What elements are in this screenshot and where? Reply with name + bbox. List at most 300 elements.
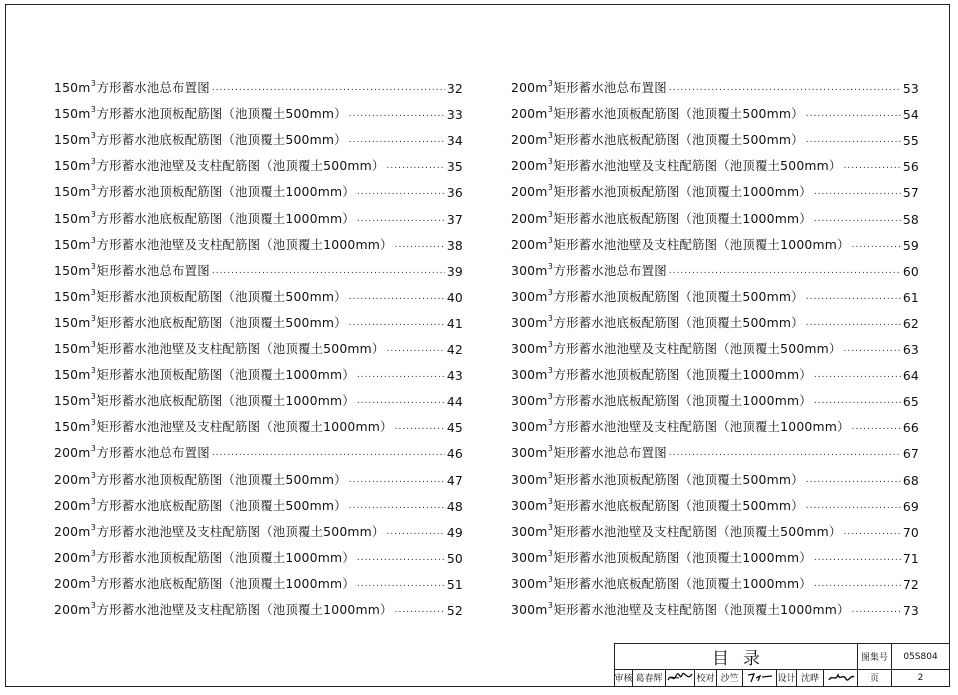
- designer-name: 沈晔: [797, 669, 824, 686]
- toc-page-number: 35: [446, 159, 463, 175]
- toc-entry-title: [511, 287, 804, 305]
- unit-superscript: 3: [548, 157, 554, 167]
- leader-dots: [349, 109, 445, 119]
- toc-entry: [54, 566, 463, 592]
- drawing-name: 矩形蓄水池顶板配筋图（池顶覆土500mm）: [96, 288, 347, 304]
- drawing-name: 方形蓄水池顶板配筋图（池顶覆土500mm）: [96, 471, 347, 487]
- toc-entry-title: [511, 339, 842, 357]
- leader-dots: [814, 214, 901, 224]
- unit-superscript: 3: [548, 261, 554, 271]
- drawing-name: 矩形蓄水池总布置图: [553, 445, 667, 461]
- unit-superscript: 3: [548, 574, 554, 584]
- capacity-value: 200m: [54, 497, 91, 513]
- design-label: 设计: [777, 669, 797, 686]
- toc-entry: [54, 383, 463, 409]
- leader-dots: [844, 344, 901, 354]
- toc-page-number: 62: [902, 315, 919, 331]
- toc-entry-title: [54, 496, 347, 514]
- unit-superscript: 3: [91, 287, 97, 297]
- toc-entry: [54, 174, 463, 200]
- toc-page-number: 37: [446, 211, 463, 227]
- toc-page-number: 70: [902, 524, 919, 540]
- toc-entry: [511, 357, 919, 383]
- capacity-value: 200m: [511, 158, 548, 174]
- checker-signature: [743, 669, 777, 686]
- drawing-name: 方形蓄水池顶板配筋图（池顶覆土500mm）: [553, 288, 804, 304]
- unit-superscript: 3: [91, 470, 97, 480]
- title-block: [614, 643, 950, 687]
- leader-dots: [806, 501, 901, 511]
- toc-page-number: 56: [902, 159, 919, 175]
- atlas-label: 图集号: [858, 644, 892, 669]
- unit-superscript: 3: [548, 105, 554, 115]
- leader-dots: [357, 553, 445, 563]
- toc-page-number: 46: [446, 446, 463, 462]
- unit-superscript: 3: [91, 313, 97, 323]
- capacity-value: 300m: [511, 341, 548, 357]
- toc-entry: [54, 227, 463, 253]
- unit-superscript: 3: [548, 287, 554, 297]
- toc-page-number: 40: [446, 289, 463, 305]
- toc-entry: [511, 174, 919, 200]
- toc-entry-title: [511, 365, 812, 383]
- drawing-name: 矩形蓄水池池壁及支柱配筋图（池顶覆土500mm）: [553, 158, 842, 174]
- leader-dots: [395, 605, 445, 615]
- capacity-value: 200m: [511, 236, 548, 252]
- leader-dots: [814, 553, 901, 563]
- leader-dots: [387, 527, 445, 537]
- unit-superscript: 3: [548, 470, 554, 480]
- toc-entry-title: [54, 443, 210, 461]
- drawing-name: 矩形蓄水池底板配筋图（池顶覆土1000mm）: [96, 393, 355, 409]
- toc-entry: [54, 488, 463, 514]
- leader-dots: [814, 396, 901, 406]
- unit-superscript: 3: [548, 418, 554, 428]
- toc-entry: [54, 122, 463, 148]
- unit-superscript: 3: [91, 392, 97, 402]
- toc-entry: [511, 227, 919, 253]
- toc-entry: [511, 461, 919, 487]
- drawing-name: 方形蓄水池底板配筋图（池顶覆土1000mm）: [553, 393, 812, 409]
- capacity-value: 200m: [511, 106, 548, 122]
- unit-superscript: 3: [548, 131, 554, 141]
- toc-page-number: 57: [902, 185, 919, 201]
- capacity-value: 150m: [54, 288, 91, 304]
- toc-entry-title: [511, 548, 812, 566]
- leader-dots: [349, 475, 445, 485]
- reviewer-signature: [666, 669, 695, 686]
- drawing-name: 矩形蓄水池顶板配筋图（池顶覆土500mm）: [553, 106, 804, 122]
- leader-dots: [212, 448, 445, 458]
- toc-entry: [511, 70, 919, 96]
- toc-entry: [54, 409, 463, 435]
- page-number: 2: [917, 672, 924, 683]
- toc-entry: [54, 96, 463, 122]
- toc-entry-title: [511, 443, 667, 461]
- leader-dots: [852, 605, 901, 615]
- drawing-name: 矩形蓄水池顶板配筋图（池顶覆土1000mm）: [96, 367, 355, 383]
- toc-entry-title: [511, 574, 812, 592]
- toc-entry: [511, 122, 919, 148]
- toc-page-number: 66: [902, 420, 919, 436]
- toc-entry: [511, 279, 919, 305]
- leader-dots: [395, 422, 445, 432]
- toc-page-number: 59: [902, 237, 919, 253]
- leader-dots: [814, 370, 901, 380]
- drawing-name: 方形蓄水池总布置图: [96, 80, 210, 96]
- drawing-name: 矩形蓄水池顶板配筋图（池顶覆土500mm）: [553, 471, 804, 487]
- toc-page-number: 48: [446, 498, 463, 514]
- toc-page-number: 69: [902, 498, 919, 514]
- unit-superscript: 3: [548, 392, 554, 402]
- drawing-name: 方形蓄水池底板配筋图（池顶覆土1000mm）: [96, 210, 355, 226]
- toc-entry-title: [511, 600, 850, 618]
- leader-dots: [395, 240, 445, 250]
- unit-superscript: 3: [91, 600, 97, 610]
- capacity-value: 200m: [54, 549, 91, 565]
- leader-dots: [806, 109, 901, 119]
- toc-entry: [54, 540, 463, 566]
- toc-entry: [54, 200, 463, 226]
- leader-dots: [852, 240, 901, 250]
- toc-page-number: 65: [902, 394, 919, 410]
- toc-entry-title: [54, 313, 347, 331]
- atlas-number: 05S804: [903, 651, 938, 662]
- toc-column-left: [54, 70, 463, 618]
- unit-superscript: 3: [91, 366, 97, 376]
- capacity-value: 150m: [54, 80, 91, 96]
- capacity-value: 200m: [54, 575, 91, 591]
- toc-entry-title: [511, 391, 812, 409]
- capacity-value: 150m: [54, 262, 91, 278]
- toc-page-number: 64: [902, 368, 919, 384]
- capacity-value: 150m: [54, 314, 91, 330]
- drawing-name: 矩形蓄水池池壁及支柱配筋图（池顶覆土1000mm）: [553, 601, 850, 617]
- toc-entry-title: [511, 209, 812, 227]
- leader-dots: [806, 475, 901, 485]
- capacity-value: 200m: [511, 184, 548, 200]
- capacity-value: 300m: [511, 262, 548, 278]
- toc-entry-title: [511, 496, 804, 514]
- toc-entry-title: [511, 417, 850, 435]
- leader-dots: [357, 214, 445, 224]
- reviewer-signature-mark: [667, 671, 693, 684]
- drawing-name: 矩形蓄水池底板配筋图（池顶覆土1000mm）: [553, 575, 812, 591]
- unit-superscript: 3: [548, 209, 554, 219]
- leader-dots: [387, 161, 445, 171]
- drawing-name: 矩形蓄水池底板配筋图（池顶覆土500mm）: [553, 497, 804, 513]
- toc-entry: [511, 148, 919, 174]
- title-block-sign-row: [615, 669, 949, 686]
- page-title: 目录: [615, 644, 858, 669]
- drawing-name: 方形蓄水池底板配筋图（池顶覆土1000mm）: [96, 575, 355, 591]
- toc-page-number: 71: [902, 550, 919, 566]
- toc-page-number: 32: [446, 81, 463, 97]
- capacity-value: 300m: [511, 393, 548, 409]
- unit-superscript: 3: [91, 522, 97, 532]
- leader-dots: [806, 135, 901, 145]
- drawing-name: 矩形蓄水池总布置图: [96, 262, 210, 278]
- leader-dots: [349, 318, 445, 328]
- drawing-name: 矩形蓄水池底板配筋图（池顶覆土500mm）: [553, 132, 804, 148]
- toc-entry: [511, 435, 919, 461]
- toc-page-number: 41: [446, 315, 463, 331]
- leader-dots: [814, 579, 901, 589]
- drawing-name: 矩形蓄水池底板配筋图（池顶覆土1000mm）: [553, 210, 812, 226]
- toc-entry: [54, 514, 463, 540]
- toc-page-number: 52: [446, 602, 463, 618]
- toc-entry-title: [54, 130, 347, 148]
- drawing-name: 方形蓄水池池壁及支柱配筋图（池顶覆土1000mm）: [553, 419, 850, 435]
- capacity-value: 300m: [511, 601, 548, 617]
- capacity-value: 300m: [511, 367, 548, 383]
- capacity-value: 200m: [511, 210, 548, 226]
- leader-dots: [349, 501, 445, 511]
- capacity-value: 300m: [511, 549, 548, 565]
- toc-entry-title: [54, 104, 347, 122]
- toc-entry: [511, 253, 919, 279]
- drawing-name: 矩形蓄水池池壁及支柱配筋图（池顶覆土1000mm）: [96, 419, 393, 435]
- capacity-value: 300m: [511, 445, 548, 461]
- leader-dots: [387, 344, 445, 354]
- toc-entry: [511, 514, 919, 540]
- unit-superscript: 3: [548, 79, 554, 89]
- capacity-value: 300m: [511, 314, 548, 330]
- drawing-name: 方形蓄水池顶板配筋图（池顶覆土1000mm）: [96, 184, 355, 200]
- toc-entry-title: [54, 417, 393, 435]
- unit-superscript: 3: [548, 522, 554, 532]
- drawing-name: 方形蓄水池池壁及支柱配筋图（池顶覆土1000mm）: [96, 601, 393, 617]
- unit-superscript: 3: [91, 261, 97, 271]
- drawing-name: 方形蓄水池总布置图: [96, 445, 210, 461]
- leader-dots: [349, 135, 445, 145]
- leader-dots: [844, 161, 901, 171]
- capacity-value: 200m: [511, 80, 548, 96]
- drawing-name: 方形蓄水池底板配筋图（池顶覆土500mm）: [553, 314, 804, 330]
- toc-page-number: 39: [446, 263, 463, 279]
- capacity-value: 150m: [54, 236, 91, 252]
- toc-entry-title: [54, 470, 347, 488]
- toc-entry-title: [54, 287, 347, 305]
- toc-page-number: 58: [902, 211, 919, 227]
- capacity-value: 150m: [54, 184, 91, 200]
- toc-entry: [511, 200, 919, 226]
- unit-superscript: 3: [91, 183, 97, 193]
- toc-page-number: 53: [902, 81, 919, 97]
- unit-superscript: 3: [91, 131, 97, 141]
- leader-dots: [852, 422, 901, 432]
- capacity-value: 200m: [511, 132, 548, 148]
- toc-page-number: 73: [902, 602, 919, 618]
- toc-entry-title: [511, 470, 804, 488]
- toc-entry-title: [511, 130, 804, 148]
- capacity-value: 200m: [54, 445, 91, 461]
- drawing-name: 方形蓄水池底板配筋图（池顶覆土500mm）: [96, 497, 347, 513]
- leader-dots: [669, 266, 901, 276]
- toc-entry-title: [511, 235, 850, 253]
- unit-superscript: 3: [91, 548, 97, 558]
- capacity-value: 150m: [54, 367, 91, 383]
- capacity-value: 300m: [511, 471, 548, 487]
- toc-entry-title: [511, 522, 842, 540]
- toc-entry-title: [54, 522, 385, 540]
- designer-signature: [824, 669, 858, 686]
- page-label: 页: [858, 669, 892, 686]
- capacity-value: 200m: [54, 471, 91, 487]
- toc-entry: [54, 592, 463, 618]
- capacity-value: 300m: [511, 419, 548, 435]
- toc-page-number: 61: [902, 289, 919, 305]
- toc-entry-title: [54, 261, 210, 279]
- unit-superscript: 3: [548, 366, 554, 376]
- toc-entry: [511, 96, 919, 122]
- drawing-name: 方形蓄水池池壁及支柱配筋图（池顶覆土500mm）: [96, 158, 385, 174]
- unit-superscript: 3: [548, 235, 554, 245]
- drawing-name: 矩形蓄水池顶板配筋图（池顶覆土1000mm）: [553, 184, 812, 200]
- unit-superscript: 3: [91, 444, 97, 454]
- drawing-name: 矩形蓄水池池壁及支柱配筋图（池顶覆土500mm）: [96, 341, 385, 357]
- leader-dots: [806, 318, 901, 328]
- toc-entry: [511, 409, 919, 435]
- toc-page-number: 42: [446, 342, 463, 358]
- toc-entry: [54, 148, 463, 174]
- leader-dots: [357, 187, 445, 197]
- unit-superscript: 3: [548, 600, 554, 610]
- leader-dots: [212, 266, 445, 276]
- toc-entry-title: [511, 313, 804, 331]
- drawing-name: 矩形蓄水池底板配筋图（池顶覆土500mm）: [96, 314, 347, 330]
- unit-superscript: 3: [91, 79, 97, 89]
- toc-page-number: 47: [446, 472, 463, 488]
- drawing-name: 方形蓄水池池壁及支柱配筋图（池顶覆土500mm）: [553, 341, 842, 357]
- toc-page-number: 36: [446, 185, 463, 201]
- drawing-name: 矩形蓄水池池壁及支柱配筋图（池顶覆土1000mm）: [553, 236, 850, 252]
- toc-entry: [54, 357, 463, 383]
- drawing-name: 方形蓄水池总布置图: [553, 262, 667, 278]
- review-label: 审核: [615, 669, 633, 686]
- drawing-name: 方形蓄水池池壁及支柱配筋图（池顶覆土1000mm）: [96, 236, 393, 252]
- unit-superscript: 3: [91, 105, 97, 115]
- capacity-value: 150m: [54, 158, 91, 174]
- toc-entry: [511, 305, 919, 331]
- toc-entry: [511, 566, 919, 592]
- drawing-name: 矩形蓄水池顶板配筋图（池顶覆土1000mm）: [553, 549, 812, 565]
- toc-entry: [54, 305, 463, 331]
- unit-superscript: 3: [548, 313, 554, 323]
- toc-page-number: 45: [446, 420, 463, 436]
- title-block-top-row: [615, 644, 949, 670]
- drawing-name: 矩形蓄水池池壁及支柱配筋图（池顶覆土500mm）: [553, 523, 842, 539]
- toc-entry: [511, 488, 919, 514]
- unit-superscript: 3: [548, 496, 554, 506]
- toc-page-number: 68: [902, 472, 919, 488]
- capacity-value: 150m: [54, 210, 91, 226]
- toc-page-number: 33: [446, 107, 463, 123]
- drawing-name: 方形蓄水池顶板配筋图（池顶覆土500mm）: [96, 106, 347, 122]
- drawing-name: 方形蓄水池底板配筋图（池顶覆土500mm）: [96, 132, 347, 148]
- toc-entry-title: [54, 365, 355, 383]
- capacity-value: 150m: [54, 132, 91, 148]
- unit-superscript: 3: [91, 209, 97, 219]
- capacity-value: 150m: [54, 341, 91, 357]
- leader-dots: [357, 396, 445, 406]
- designer-signature-mark: [827, 671, 855, 684]
- drawing-name: 方形蓄水池顶板配筋图（池顶覆土1000mm）: [553, 367, 812, 383]
- toc-entry: [511, 540, 919, 566]
- capacity-value: 300m: [511, 497, 548, 513]
- leader-dots: [212, 83, 445, 93]
- checker-signature-mark: [746, 671, 774, 684]
- unit-superscript: 3: [91, 574, 97, 584]
- toc-entry-title: [54, 548, 355, 566]
- drawing-name: 矩形蓄水池总布置图: [553, 80, 667, 96]
- capacity-value: 150m: [54, 106, 91, 122]
- unit-superscript: 3: [91, 157, 97, 167]
- toc-entry-title: [54, 600, 393, 618]
- toc-entry: [54, 461, 463, 487]
- capacity-value: 300m: [511, 523, 548, 539]
- leader-dots: [814, 187, 901, 197]
- toc-entry-title: [511, 104, 804, 122]
- toc-entry-title: [54, 209, 355, 227]
- toc-entry-title: [511, 261, 667, 279]
- toc-entry-title: [54, 156, 385, 174]
- toc-entry: [54, 435, 463, 461]
- drawing-name: 方形蓄水池池壁及支柱配筋图（池顶覆土500mm）: [96, 523, 385, 539]
- toc-entry-title: [54, 182, 355, 200]
- toc-page-number: 55: [902, 133, 919, 149]
- reviewer-name: 葛春辉: [633, 669, 666, 686]
- toc-entry: [54, 279, 463, 305]
- toc-page-number: 50: [446, 550, 463, 566]
- leader-dots: [357, 579, 445, 589]
- toc-page-number: 54: [902, 107, 919, 123]
- drawing-name: 方形蓄水池顶板配筋图（池顶覆土1000mm）: [96, 549, 355, 565]
- unit-superscript: 3: [91, 496, 97, 506]
- capacity-value: 300m: [511, 575, 548, 591]
- toc-entry-title: [511, 156, 842, 174]
- unit-superscript: 3: [548, 548, 554, 558]
- toc-entry-title: [511, 78, 667, 96]
- toc-page-number: 34: [446, 133, 463, 149]
- toc-page-number: 60: [902, 263, 919, 279]
- toc-page-number: 49: [446, 524, 463, 540]
- leader-dots: [806, 292, 901, 302]
- leader-dots: [669, 448, 901, 458]
- toc-entry-title: [511, 182, 812, 200]
- capacity-value: 200m: [54, 601, 91, 617]
- unit-superscript: 3: [91, 340, 97, 350]
- toc-entry-title: [54, 339, 385, 357]
- toc-page-number: 38: [446, 237, 463, 253]
- leader-dots: [357, 370, 445, 380]
- leader-dots: [844, 527, 901, 537]
- toc-page-number: 51: [446, 576, 463, 592]
- leader-dots: [349, 292, 445, 302]
- toc-column-right: [511, 70, 919, 618]
- toc-entry: [54, 331, 463, 357]
- toc-page-number: 67: [902, 446, 919, 462]
- toc-entry: [511, 592, 919, 618]
- toc-page-number: 43: [446, 368, 463, 384]
- toc-entry-title: [54, 574, 355, 592]
- capacity-value: 200m: [54, 523, 91, 539]
- toc-page-number: 44: [446, 394, 463, 410]
- toc-entry-title: [54, 391, 355, 409]
- toc-entry: [511, 331, 919, 357]
- unit-superscript: 3: [91, 235, 97, 245]
- toc-entry-title: [54, 235, 393, 253]
